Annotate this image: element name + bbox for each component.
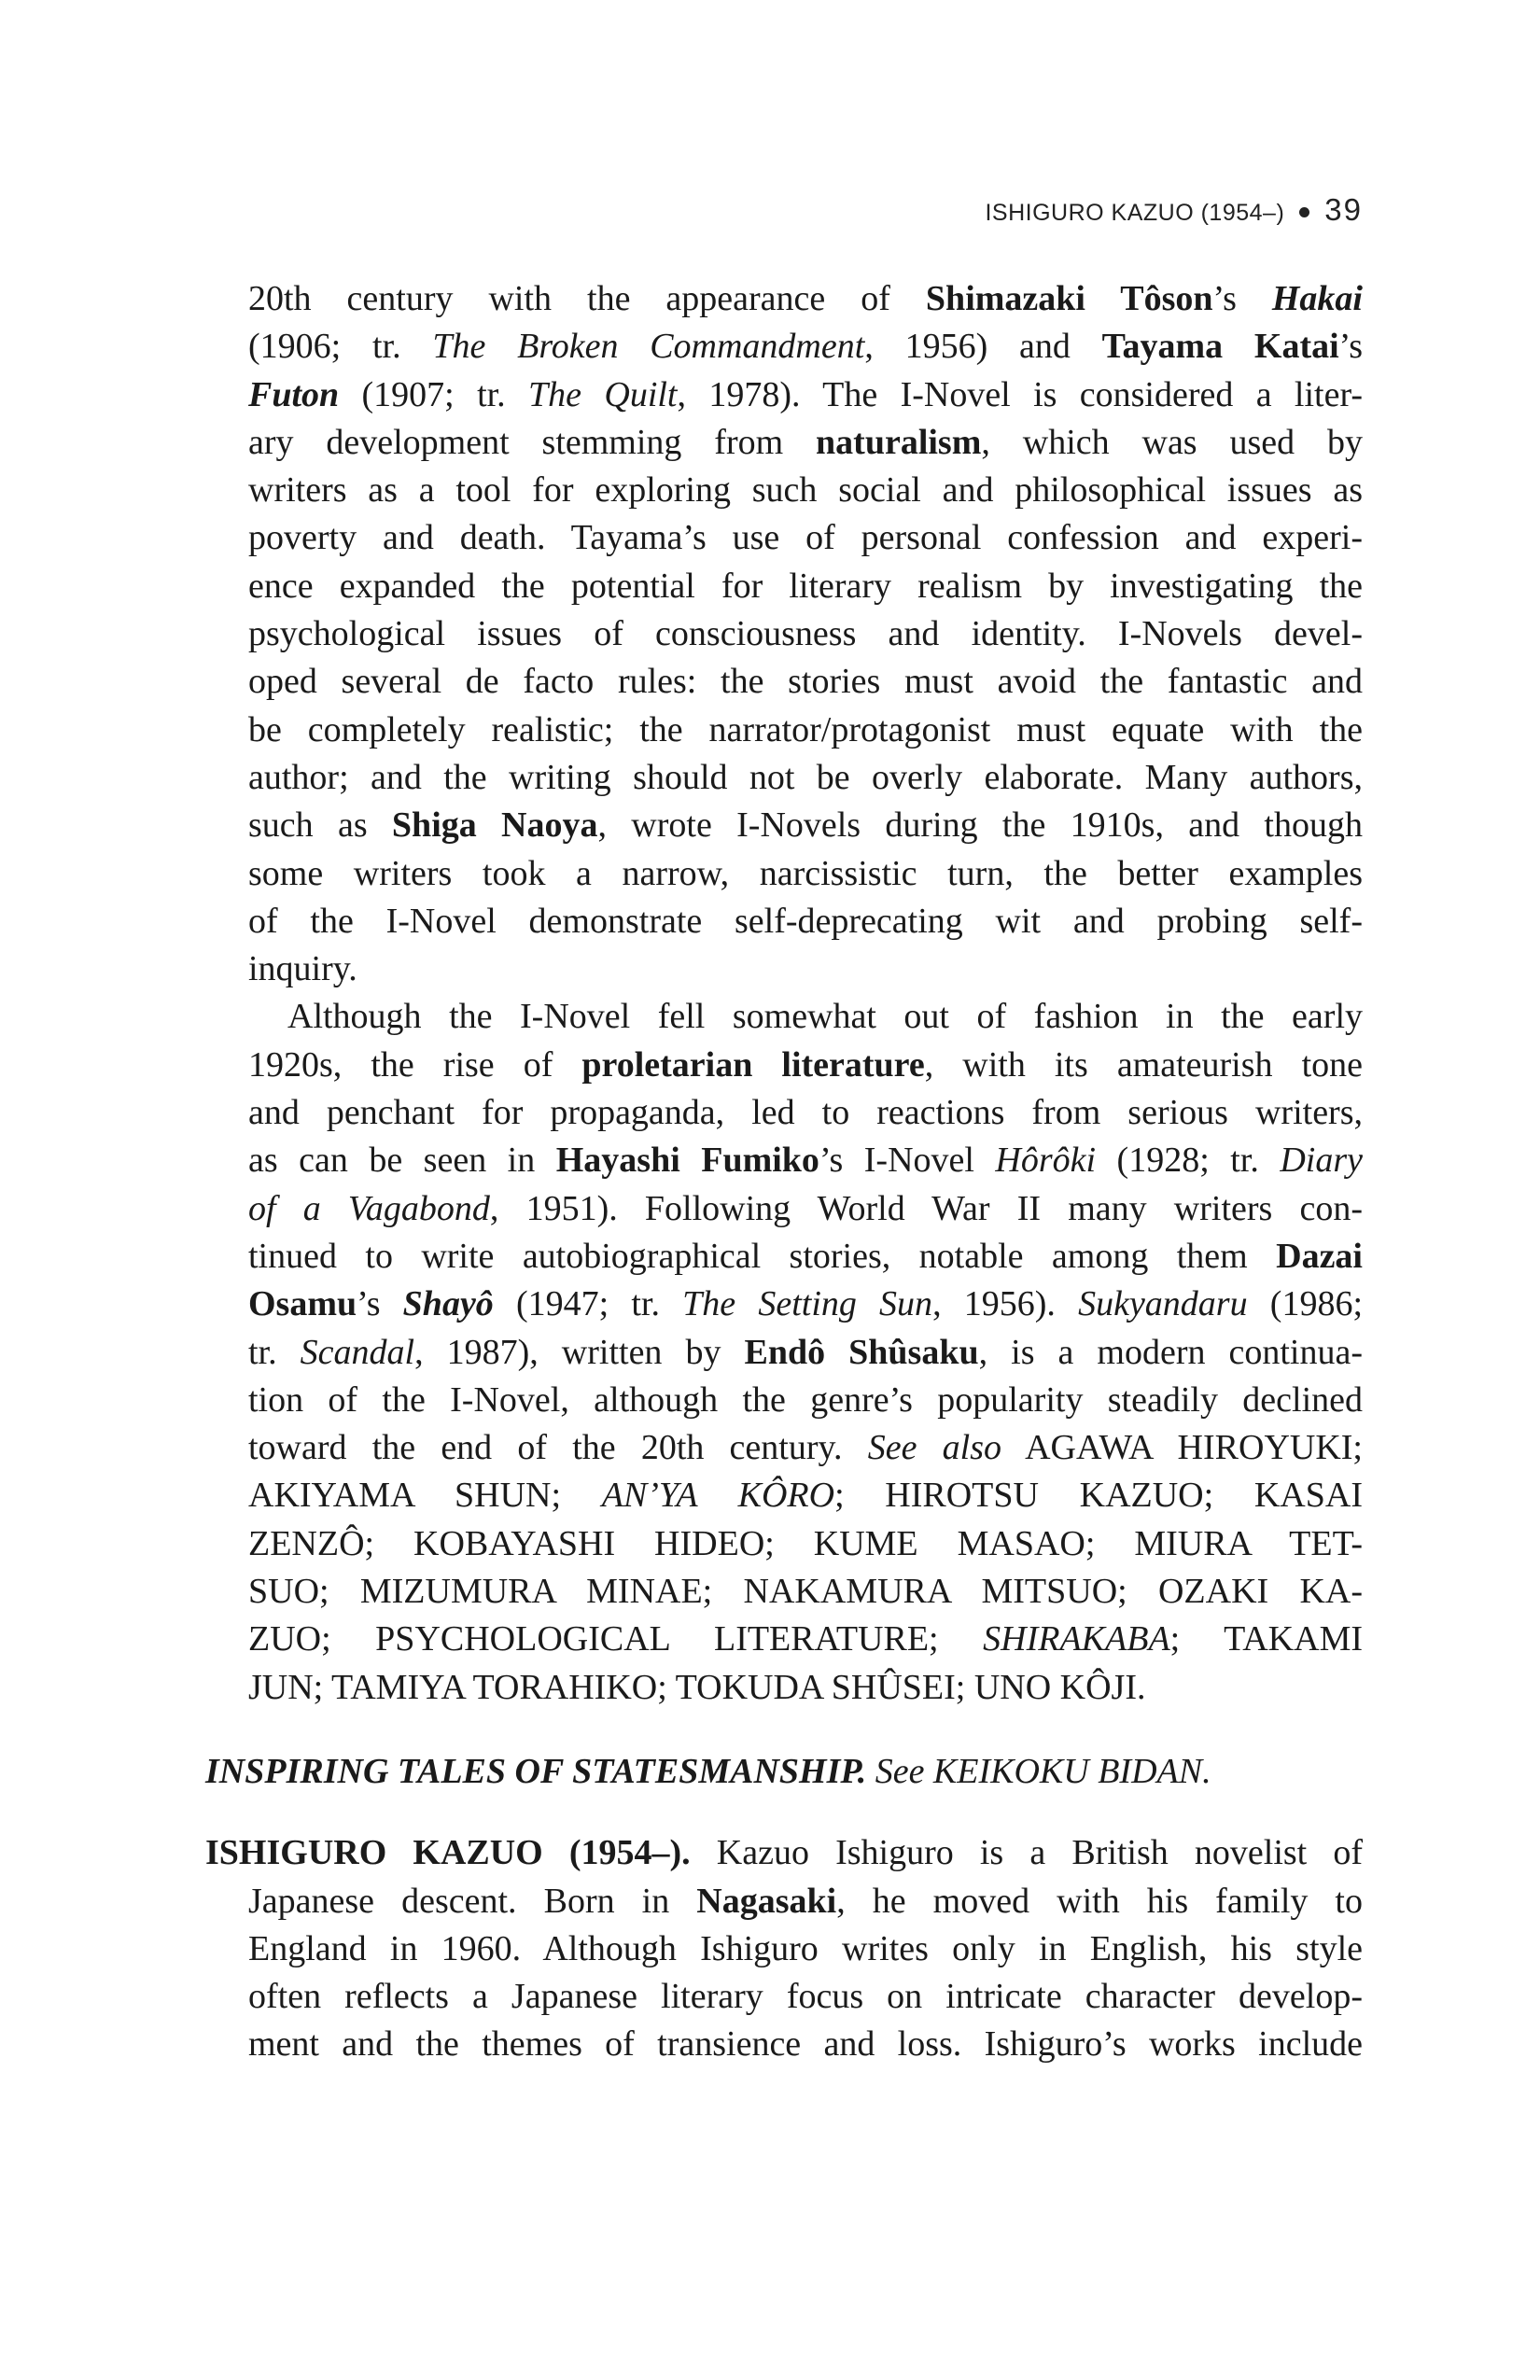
text-line [205,754,1363,802]
text-run: See also [867,1428,1001,1468]
text-line [205,563,1363,610]
text-run: SHIRAKABA [983,1619,1170,1659]
text-run: Shimazaki Tôson [925,279,1213,318]
text-line [205,1329,1363,1377]
text-run: ZUO; PSYCHOLOGICAL LITERATURE; [248,1619,984,1659]
text-run: (1928; tr. [1096,1141,1281,1181]
text-line [205,1520,1363,1568]
text-line [205,1281,1363,1328]
text-line [205,1233,1363,1281]
text-run: Shayô [402,1284,494,1324]
text-run: Hayashi Fumiko [555,1141,819,1181]
text-run: be completely realistic; the narrator/protagonist must equate with the [248,709,1363,749]
text-line [205,993,1363,1041]
text-line [205,1878,1363,1925]
text-run: SUO; MIZUMURA MINAE; NAKAMURA MITSUO; OZAKI KA- [248,1572,1363,1612]
text-run: (1986; [1247,1284,1363,1324]
text-line [205,1089,1363,1137]
text-run: , he moved with his family to [836,1881,1363,1921]
text-run: ; HIROTSU KAZUO; KASAI [834,1476,1363,1516]
text-run: The Quilt [528,374,678,414]
text-run: The Setting Sun [682,1284,933,1324]
text-run: ence expanded the potential for literary realism by investigating the [248,566,1363,606]
text-run: Futon [248,374,340,414]
text-line [205,275,1363,323]
text-run: poverty and death. Tayama’s use of personal confession and experi- [248,518,1363,558]
text-line [205,898,1363,945]
text-run: , which was used by [981,422,1363,462]
text-run: tinued to write autobiographical stories, notable among them [248,1236,1277,1276]
text-run: naturalism [816,422,982,462]
body-text [205,275,1363,2069]
text-line [205,1973,1363,2021]
text-run: often reflects a Japanese literary focus on intricate character develop- [248,1977,1363,2017]
text-line [205,1925,1363,1973]
text-run: proletarian literature [581,1044,925,1085]
text-run: ment and the themes of transience and loss. Ishiguro’s works include [248,2024,1363,2065]
text-line [205,1616,1363,1663]
text-line [205,1568,1363,1616]
text-line [205,610,1363,658]
text-run: Scandal [300,1332,415,1372]
text-run: Hakai [1271,279,1363,318]
text-line [205,2021,1363,2068]
text-run: ary development stemming from [248,422,817,462]
text-run: writers as a tool for exploring such social and philosophical issues as [248,470,1363,511]
text-line [205,1664,1363,1712]
text-run: of a Vagabond [248,1188,490,1228]
text-line [205,802,1363,849]
text-run: Hôrôki [995,1141,1097,1181]
text-line [205,1137,1363,1184]
text-run: JUN; TAMIYA TORAHIKO; TOKUDA SHÛSEI; UNO KÔJI. [248,1667,1146,1707]
cross-reference-entry [205,1748,1363,1796]
text-run: and penchant for propaganda, led to reactions from serious writers, [248,1093,1363,1133]
text-run: (1906; tr. [248,327,433,367]
text-line [205,707,1363,754]
text-run: as can be seen in [248,1141,556,1181]
text-run: See KEIKOKU BIDAN. [866,1751,1211,1791]
text-run: (1907; tr. [339,374,529,414]
running-header [205,192,1363,228]
text-run: , 1987), written by [414,1332,745,1372]
text-run: 20th century with the appearance of [248,279,926,318]
text-run: , 1951). Following World War II many writers con- [489,1188,1364,1228]
text-line [205,1042,1363,1089]
text-run: 1920s, the rise of [248,1044,582,1085]
text-run: Sukyandaru [1078,1284,1248,1324]
text-run: ; TAKAMI [1169,1619,1364,1659]
text-run: Dazai [1276,1236,1363,1276]
text-line [205,371,1363,419]
text-run: Japanese descent. Born in [248,1881,697,1921]
text-run: oped several de facto rules: the stories must avoid the fantastic and [248,662,1363,702]
text-run: Diary [1280,1141,1363,1181]
text-run: Nagasaki [696,1881,837,1921]
text-run: England in 1960. Although Ishiguro writes only in English, his style [248,1928,1363,1968]
text-run: ’s [357,1284,403,1324]
text-line [205,658,1363,706]
text-run: tion of the I-Novel, although the genre’s popularity steadily declined [248,1379,1363,1420]
text-run: Shiga Naoya [391,805,598,846]
text-line [205,419,1363,467]
running-title: ISHIGURO KAZUO (1954–) [985,200,1285,226]
text-run: , 1956). [932,1284,1079,1324]
text-line [205,1185,1363,1233]
text-line [205,1424,1363,1472]
text-run: , is a modern continua- [978,1332,1364,1372]
text-run: Endô Shûsaku [744,1332,979,1372]
text-run: ZENZÔ; KOBAYASHI HIDEO; KUME MASAO; MIURA TET- [248,1523,1363,1563]
text-run: , 1978). The I-Novel is considered a liter- [677,374,1364,414]
text-run: , wrote I-Novels during the 1910s, and though [597,805,1363,846]
text-run: of the I-Novel demonstrate self-deprecating wit and probing self- [248,901,1363,941]
text-run: ISHIGURO KAZUO (1954–). [205,1833,691,1873]
text-run: AGAWA HIROYUKI; [1001,1428,1363,1468]
entry-headword-line [205,1829,1363,1877]
text-run: author; and the writing should not be overly elaborate. Many authors, [248,757,1363,797]
entry-spacer [205,1712,1363,1748]
text-line [205,1377,1363,1424]
text-run: such as [248,805,392,846]
text-run: AN’YA KÔRO [601,1476,835,1516]
text-run: (1947; tr. [493,1284,683,1324]
text-run: ’s [1212,279,1272,318]
text-line [205,323,1363,371]
text-run: Kazuo Ishiguro is a British novelist of [690,1833,1364,1873]
page-number: 39 [1324,192,1363,227]
text-run: inquiry. [248,949,357,989]
text-run: Tayama Katai [1101,327,1339,367]
text-run: INSPIRING TALES OF STATESMANSHIP. [205,1751,867,1791]
text-run: ’s [1338,327,1364,367]
text-run: toward the end of the 20th century. [248,1428,868,1468]
entry-spacer [205,1796,1363,1829]
text-run: AKIYAMA SHUN; [248,1476,602,1516]
text-run: some writers took a narrow, narcissistic turn, the better examples [248,853,1363,893]
text-run: The Broken Commandment [432,327,865,367]
text-line [205,945,1363,993]
text-run: Osamu [248,1284,357,1324]
text-run: ’s I-Novel [819,1141,996,1181]
text-line [205,514,1363,562]
bullet-separator-icon [1299,207,1309,217]
text-run: , 1956) and [864,327,1102,367]
text-line [205,467,1363,514]
text-run: psychological issues of consciousness and identity. I-Novels devel- [248,614,1363,654]
text-run: , with its amateurish tone [924,1044,1363,1085]
text-line [205,850,1363,898]
text-run: tr. [248,1332,301,1372]
text-line [205,1472,1363,1519]
text-run: Although the I-Novel fell somewhat out of fashion in the early [287,997,1363,1037]
